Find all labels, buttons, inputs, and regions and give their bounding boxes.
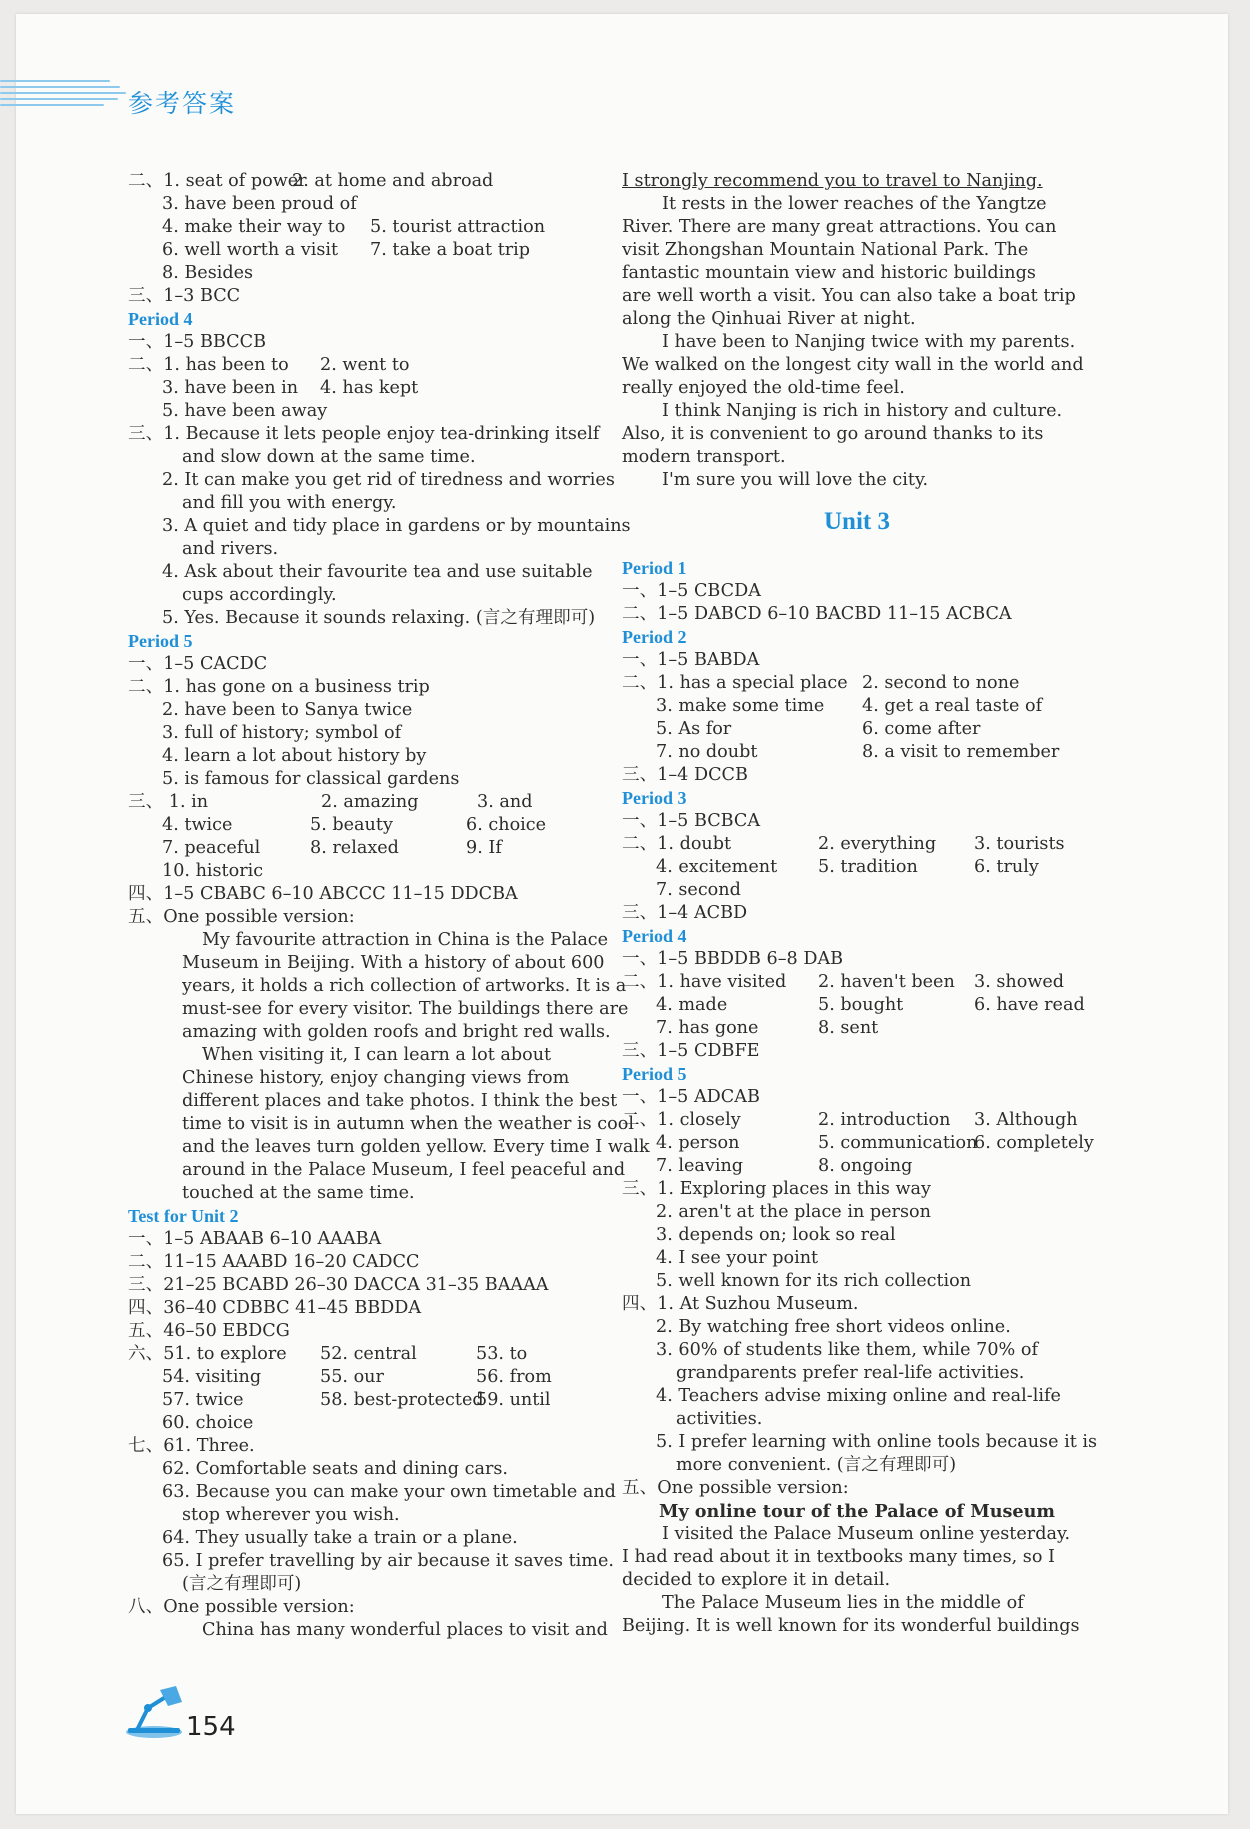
line-text: I had read about it in textbooks many times, so I (622, 1547, 1055, 1567)
line-text: 二、11–15 AAABD 16–20 CADCC (128, 1252, 420, 1272)
answer-line (128, 515, 631, 538)
line-text: Period 3 (622, 788, 687, 808)
line-text: (言之有理即可) (182, 1574, 302, 1594)
answer-item: 7. peaceful (162, 838, 261, 858)
answer-line (128, 1412, 608, 1435)
answer-line (622, 1293, 1092, 1316)
answer-line (128, 745, 608, 768)
line-text: The Palace Museum lies in the middle of (662, 1593, 1024, 1613)
answer-line (622, 1109, 1092, 1132)
lamp-icon (124, 1684, 188, 1740)
answer-item: 3. Although (974, 1110, 1078, 1130)
line-text: Period 5 (128, 631, 193, 651)
line-text: really enjoyed the old-time feel. (622, 378, 905, 398)
line-text: and rivers. (182, 539, 279, 559)
answer-line (622, 400, 1092, 423)
answer-line (128, 1527, 608, 1550)
line-text: Period 2 (622, 627, 687, 647)
answer-line (622, 469, 1092, 492)
answer-item: 57. twice (162, 1390, 244, 1410)
answer-line (128, 331, 608, 354)
answer-line (128, 216, 608, 239)
answer-item: 6. have read (974, 995, 1085, 1015)
answer-item: 4. person (656, 1133, 740, 1153)
answer-line (128, 239, 608, 262)
answer-line (622, 1592, 1092, 1615)
answer-line (622, 1178, 1092, 1201)
answer-item: 6. well worth a visit (162, 240, 339, 260)
answer-item: 二、1. closely (622, 1110, 741, 1130)
header-decoration (0, 76, 130, 112)
line-text: 四、1–5 CBABC 6–10 ABCCC 11–15 DDCBA (128, 884, 518, 904)
section-heading (128, 630, 608, 653)
answer-item: 7. leaving (656, 1156, 744, 1176)
answer-line (128, 492, 608, 515)
answer-line (622, 764, 1092, 787)
essay-title (622, 1500, 1092, 1523)
answer-line (622, 1017, 1092, 1040)
answer-column-left (128, 170, 650, 1642)
line-text: 8. Besides (162, 263, 254, 283)
line-text: 八、One possible version: (128, 1597, 355, 1617)
line-text: 2. By watching free short videos online. (656, 1317, 1011, 1337)
answer-line (622, 193, 1092, 216)
answer-line (128, 1228, 608, 1251)
answer-line (128, 1343, 608, 1366)
answer-item: 6. truly (974, 857, 1039, 877)
line-text: 3. depends on; look so real (656, 1225, 896, 1245)
answer-line (128, 1619, 608, 1642)
answer-line (622, 580, 1092, 603)
answer-line (622, 262, 1092, 285)
section-heading (128, 1205, 608, 1228)
answer-item: 二、1. have visited (622, 972, 787, 992)
line-text: 一、1–5 BABDA (622, 650, 760, 670)
line-text: 2. aren't at the place in person (656, 1202, 931, 1222)
line-text: and the leaves turn golden yellow. Every time I walk (182, 1137, 650, 1157)
answer-line (622, 1155, 1092, 1178)
line-text: must-see for every visitor. The buildings there are (182, 999, 629, 1019)
answer-line (622, 994, 1092, 1017)
header-title: 参考答案 (128, 89, 237, 118)
answer-item: 二、1. doubt (622, 834, 732, 854)
line-text: I have been to Nanjing twice with my parents. (662, 332, 1076, 352)
answer-line (128, 285, 608, 308)
answer-line (622, 695, 1092, 718)
line-text: visit Zhongshan Mountain National Park. The (622, 240, 1029, 260)
answer-line (622, 446, 1092, 469)
answer-line (128, 538, 608, 561)
answer-line (622, 1546, 1092, 1569)
answer-line (128, 860, 608, 883)
line-text: I think Nanjing is rich in history and culture. (662, 401, 1063, 421)
answer-line (128, 1366, 608, 1389)
answer-line (128, 1044, 608, 1067)
answer-line (128, 929, 608, 952)
answer-line (128, 561, 608, 584)
line-text: 一、1–5 BCBCA (622, 811, 761, 831)
answer-item: 5. bought (818, 995, 904, 1015)
answer-item: 7. no doubt (656, 742, 758, 762)
answer-line (622, 1454, 1092, 1477)
answer-line (128, 1090, 618, 1113)
line-text: Period 5 (622, 1064, 687, 1084)
line-text: time to visit is in autumn when the weather is cool (182, 1114, 634, 1134)
page-number: 154 (186, 1712, 236, 1742)
answer-item: 5. tradition (818, 857, 918, 877)
answer-item: 3. showed (974, 972, 1065, 992)
line-text: 一、1–5 ABAAB 6–10 AAABA (128, 1229, 382, 1249)
answer-line (128, 722, 608, 745)
answer-line (128, 1182, 608, 1205)
answer-line (128, 1320, 608, 1343)
answer-item: 二、1. has been to (128, 355, 289, 375)
line-text: 三、21–25 BCABD 26–30 DACCA 31–35 BAAAA (128, 1275, 549, 1295)
answer-line (128, 653, 608, 676)
answer-line (622, 833, 1092, 856)
line-text: 3. full of history; symbol of (162, 723, 402, 743)
line-text: 3. 60% of students like them, while 70% of (656, 1340, 1038, 1360)
answer-line (128, 1136, 650, 1159)
answer-line (128, 607, 608, 630)
line-text: 一、1–5 BBDDB 6–8 DAB (622, 949, 844, 969)
line-text: 三、1–5 CDBFE (622, 1041, 760, 1061)
answer-line (128, 446, 608, 469)
line-text: 一、1–5 BBCCB (128, 332, 267, 352)
answer-item: 3. tourists (974, 834, 1065, 854)
answer-line (622, 354, 1092, 377)
answer-line (622, 810, 1092, 833)
answer-line (128, 1389, 608, 1412)
answer-line (128, 1481, 616, 1504)
line-text: touched at the same time. (182, 1183, 415, 1203)
answer-item: 2. amazing (321, 792, 419, 812)
line-text: 7. second (656, 880, 741, 900)
line-text: 5. Yes. Because it sounds relaxing. (言之有理即可) (162, 608, 596, 628)
answer-line (622, 239, 1092, 262)
section-heading (622, 787, 1092, 810)
answer-line (622, 856, 1092, 879)
answer-line (622, 216, 1092, 239)
line-text: My online tour of the Palace of Museum (658, 1501, 1055, 1522)
answer-item: 2. second to none (862, 673, 1020, 693)
answer-line (128, 469, 615, 492)
section-heading (128, 308, 608, 331)
answer-line (622, 423, 1092, 446)
answer-line (622, 331, 1092, 354)
line-text: along the Qinhuai River at night. (622, 309, 916, 329)
answer-item: 8. ongoing (818, 1156, 913, 1176)
line-text: different places and take photos. I think the best (182, 1091, 618, 1111)
answer-line (622, 1132, 1092, 1155)
answer-item: 4. made (656, 995, 728, 1015)
answer-line (622, 649, 1092, 672)
answer-item: 5. beauty (310, 815, 393, 835)
answer-item: 3. have been in (162, 378, 299, 398)
answer-line (128, 676, 608, 699)
answer-item: 二、1. seat of power (128, 171, 307, 191)
line-text: around in the Palace Museum, I feel peaceful and (182, 1160, 626, 1180)
answer-line (622, 1477, 1092, 1500)
answer-line (128, 1596, 608, 1619)
line-text: years, it holds a rich collection of artworks. It is a (182, 976, 627, 996)
answer-line (622, 672, 1092, 695)
answer-item: 59. until (476, 1390, 551, 1410)
line-text: Chinese history, enjoy changing views from (182, 1068, 570, 1088)
line-text: 三、1. Because it lets people enjoy tea-drinking itself (128, 424, 600, 444)
line-text: and slow down at the same time. (182, 447, 476, 467)
line-text: 4. Ask about their favourite tea and use suitable (162, 562, 593, 582)
answer-item: 6. completely (974, 1133, 1094, 1153)
answer-line (622, 1362, 1092, 1385)
answer-line (622, 377, 1092, 400)
line-text: Period 4 (128, 309, 193, 329)
line-text: 一、1–5 CACDC (128, 654, 268, 674)
answer-line (128, 1159, 626, 1182)
answer-item: 53. to (476, 1344, 528, 1364)
line-text: 二、1. has gone on a business trip (128, 677, 430, 697)
section-heading (622, 626, 1092, 649)
line-text: My favourite attraction in China is the Palace (202, 930, 609, 950)
line-text: are well worth a visit. You can also take a boat trip (622, 286, 1076, 306)
answer-line (622, 1247, 1092, 1270)
answer-line (128, 975, 627, 998)
answer-line (128, 1021, 611, 1044)
line-text: It rests in the lower reaches of the Yangtze (662, 194, 1047, 214)
line-text: 七、61. Three. (128, 1436, 255, 1456)
answer-line (622, 741, 1092, 764)
answer-item: 5. communication (818, 1133, 978, 1153)
answer-line (128, 699, 608, 722)
answer-line (622, 1385, 1092, 1408)
answer-item: 4. get a real taste of (862, 696, 1043, 716)
line-text: 2. It can make you get rid of tiredness and worries (162, 470, 615, 490)
answer-line (622, 902, 1092, 925)
answer-item: 5. tourist attraction (370, 217, 546, 237)
answer-item: 3. make some time (656, 696, 825, 716)
answer-line (622, 1431, 1098, 1454)
answer-line (622, 1615, 1092, 1638)
line-text: 62. Comfortable seats and dining cars. (162, 1459, 508, 1479)
answer-line (622, 879, 1092, 902)
answer-line (622, 1270, 1092, 1293)
line-text: 五、46–50 EBDCG (128, 1321, 290, 1341)
answer-line (128, 791, 608, 814)
answer-item: 54. visiting (162, 1367, 262, 1387)
unit-title (622, 510, 1092, 533)
line-text: 四、1. At Suzhou Museum. (622, 1294, 859, 1314)
line-text: 三、1. Exploring places in this way (622, 1179, 931, 1199)
line-text: 一、1–5 ADCAB (622, 1087, 760, 1107)
line-text: amazing with golden roofs and bright red walls. (182, 1022, 611, 1042)
answer-line (622, 1201, 1092, 1224)
answer-column-right (622, 170, 1098, 1638)
answer-line (622, 285, 1092, 308)
answer-item: 5. As for (656, 719, 732, 739)
line-text: cups accordingly. (182, 585, 337, 605)
line-text: 五、One possible version: (128, 907, 355, 927)
line-text: I visited the Palace Museum online yesterday. (662, 1524, 1071, 1544)
line-text: Period 4 (622, 926, 687, 946)
line-text: 二、1–5 DABCD 6–10 BACBD 11–15 ACBCA (622, 604, 1012, 624)
answer-item: 58. best-protected (320, 1390, 484, 1410)
answer-line (622, 1316, 1092, 1339)
section-heading (622, 1063, 1092, 1086)
line-text: 一、1–5 CBCDA (622, 581, 761, 601)
answer-item: 52. central (320, 1344, 417, 1364)
answer-line (622, 971, 1092, 994)
answer-line (128, 423, 608, 446)
line-text: River. There are many great attractions. You can (622, 217, 1057, 237)
answer-item: 二、1. has a special place (622, 673, 848, 693)
answer-line (128, 814, 608, 837)
answer-line (128, 1504, 608, 1527)
answer-item: 6. choice (466, 815, 547, 835)
line-text: I'm sure you will love the city. (662, 470, 929, 490)
answer-line (622, 1569, 1092, 1592)
line-text: modern transport. (622, 447, 786, 467)
line-text: fantastic mountain view and historic buildings (622, 263, 1036, 283)
answer-item: 4. excitement (656, 857, 778, 877)
line-text: 四、36–40 CDBBC 41–45 BBDDA (128, 1298, 422, 1318)
answer-item: 56. from (476, 1367, 552, 1387)
line-text: 3. have been proud of (162, 194, 357, 214)
line-text: Test for Unit 2 (128, 1206, 239, 1226)
line-text: China has many wonderful places to visit and (202, 1620, 608, 1640)
answer-line (622, 1408, 1092, 1431)
line-text: Unit 3 (824, 508, 890, 535)
answer-line (622, 603, 1092, 626)
answer-line (622, 1086, 1092, 1109)
answer-item: 4. make their way to (162, 217, 346, 237)
answer-line (128, 952, 608, 975)
line-text: 4. learn a lot about history by (162, 746, 427, 766)
line-text: 5. well known for its rich collection (656, 1271, 972, 1291)
answer-line (622, 1339, 1092, 1362)
answer-item: 8. a visit to remember (862, 742, 1060, 762)
answer-item: 55. our (320, 1367, 384, 1387)
answer-line (128, 193, 608, 216)
line-text: 5. I prefer learning with online tools because it is (656, 1432, 1098, 1452)
line-text: grandparents prefer real-life activities. (676, 1363, 1025, 1383)
line-text: Museum in Beijing. With a history of about 600 (182, 953, 605, 973)
answer-line (128, 906, 608, 929)
line-text: We walked on the longest city wall in the world and (622, 355, 1084, 375)
line-text: stop wherever you wish. (182, 1505, 400, 1525)
answer-line (622, 948, 1092, 971)
answer-line (128, 1067, 608, 1090)
line-text: more convenient. (言之有理即可) (676, 1455, 957, 1475)
line-text: 5. is famous for classical gardens (162, 769, 460, 789)
answer-item: 2. introduction (818, 1110, 951, 1130)
answer-line (128, 1458, 608, 1481)
answer-line (128, 262, 608, 285)
answer-item: 9. If (466, 838, 502, 858)
answer-line (128, 768, 608, 791)
line-text: Also, it is convenient to go around thanks to its (622, 424, 1044, 444)
line-text: 63. Because you can make your own timetable and (162, 1482, 616, 1502)
answer-line (128, 1297, 608, 1320)
line-text: 3. A quiet and tidy place in gardens or by mountains (162, 516, 631, 536)
answer-line (128, 1435, 608, 1458)
answer-line (128, 1113, 634, 1136)
answer-item: 2. at home and abroad (292, 171, 494, 191)
line-text: 五、One possible version: (622, 1478, 849, 1498)
line-text: decided to explore it in detail. (622, 1570, 891, 1590)
line-text: When visiting it, I can learn a lot about (202, 1045, 552, 1065)
answer-line (128, 998, 629, 1021)
line-text: 10. historic (162, 861, 264, 881)
answer-item: 8. sent (818, 1018, 879, 1038)
answer-line (128, 1251, 608, 1274)
answer-line (622, 1523, 1092, 1546)
answer-line (622, 1040, 1092, 1063)
section-heading (622, 925, 1092, 948)
section-heading (622, 557, 1092, 580)
answer-line (128, 883, 608, 906)
line-text: I strongly recommend you to travel to Nanjing. (622, 171, 1043, 191)
answer-line (128, 1550, 614, 1573)
answer-item: 2. haven't been (818, 972, 955, 992)
line-text: 4. I see your point (656, 1248, 819, 1268)
line-text: 2. have been to Sanya twice (162, 700, 413, 720)
answer-line (128, 400, 608, 423)
line-text: 64. They usually take a train or a plane. (162, 1528, 518, 1548)
line-text: and fill you with energy. (182, 493, 397, 513)
answer-line (622, 308, 1092, 331)
line-text: Period 1 (622, 558, 687, 578)
answer-line (128, 1573, 608, 1596)
answer-line (128, 584, 608, 607)
answer-line (128, 1274, 608, 1297)
answer-item: 3. and (477, 792, 533, 812)
answer-item: 2. went to (320, 355, 410, 375)
answer-item: 6. come after (862, 719, 981, 739)
line-text: 三、1–4 DCCB (622, 765, 748, 785)
answer-item: 8. relaxed (310, 838, 399, 858)
answer-line (128, 837, 608, 860)
answer-item: 2. everything (818, 834, 937, 854)
answer-line (128, 170, 608, 193)
line-text: 60. choice (162, 1413, 254, 1433)
line-text: 65. I prefer travelling by air because it saves time. (162, 1551, 614, 1571)
answer-line (622, 1224, 1092, 1247)
line-text: 三、1–3 BCC (128, 286, 241, 306)
answer-line (622, 718, 1092, 741)
line-text: 4. Teachers advise mixing online and real-life (656, 1386, 1061, 1406)
answer-item: 4. has kept (320, 378, 419, 398)
line-text: 5. have been away (162, 401, 328, 421)
answer-line (128, 354, 608, 377)
answer-item: 7. has gone (656, 1018, 759, 1038)
answer-item: 六、51. to explore (128, 1344, 287, 1364)
answer-item: 三、 1. in (128, 792, 209, 812)
line-text: 三、1–4 ACBD (622, 903, 748, 923)
answer-line (128, 377, 608, 400)
answer-item: 7. take a boat trip (370, 240, 531, 260)
essay-line (622, 170, 1092, 193)
line-text: Beijing. It is well known for its wonderful buildings (622, 1616, 1080, 1636)
line-text: activities. (676, 1409, 763, 1429)
answer-item: 4. twice (162, 815, 233, 835)
